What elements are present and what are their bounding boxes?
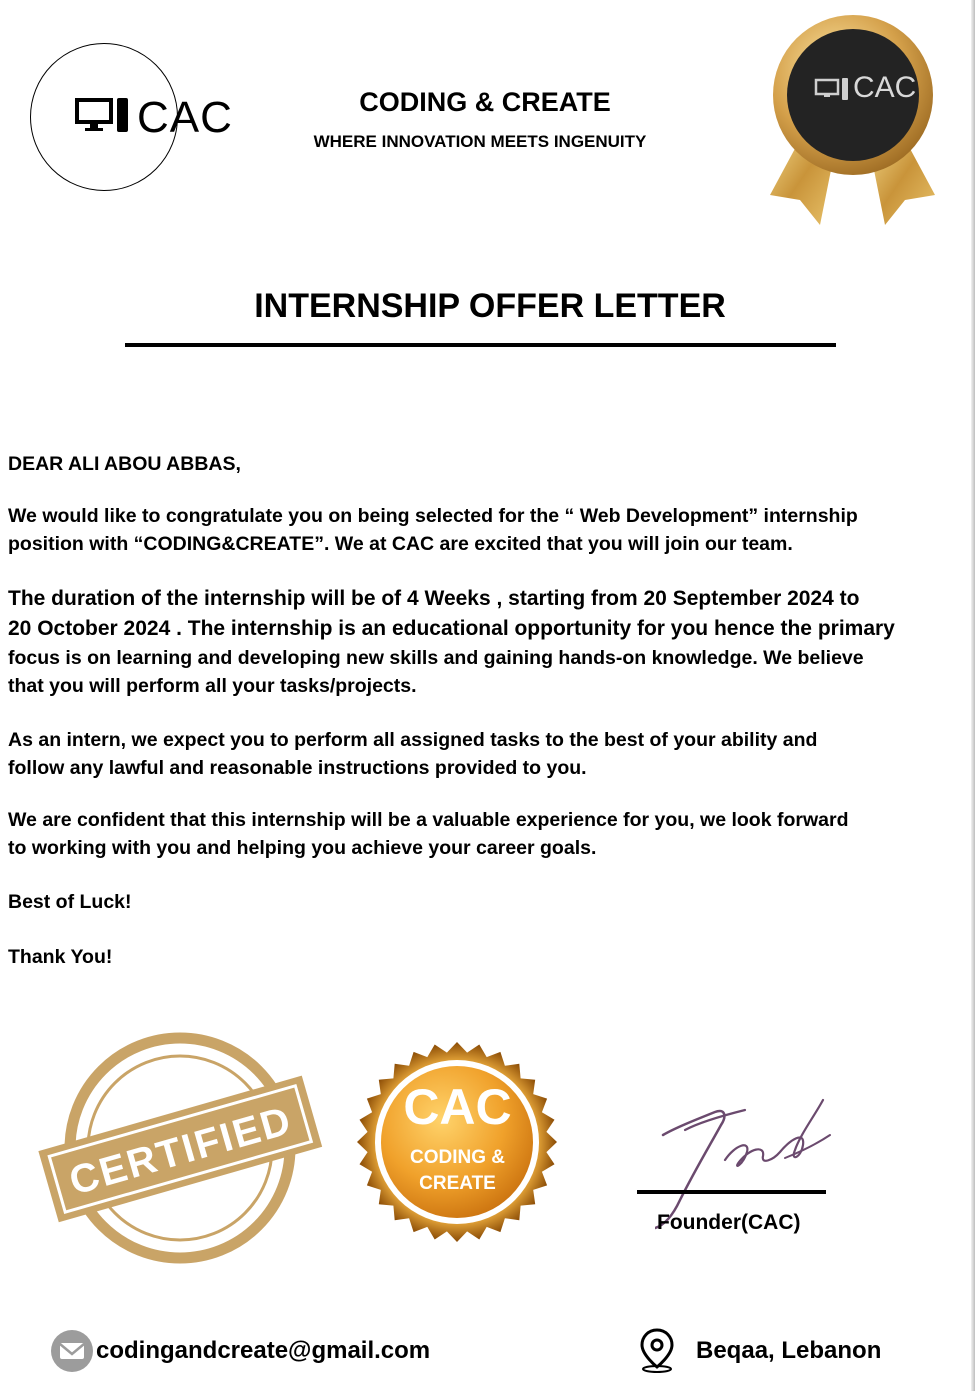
badge-line-2: CREATE	[419, 1173, 496, 1194]
company-name: CODING & CREATE	[359, 87, 611, 117]
text-line: We would like to congratulate you on being selected for the “ Web Development” internship	[8, 505, 858, 527]
computer-icon	[75, 96, 135, 141]
salutation-text: DEAR ALI ABOU ABBAS,	[8, 453, 241, 475]
text-line: Thank You!	[8, 946, 113, 968]
medal-text: CAC	[853, 71, 917, 104]
text-line: Best of Luck!	[8, 891, 132, 913]
paragraph-confidence	[8, 806, 968, 862]
text-line: follow any lawful and reasonable instructions provided to you.	[8, 757, 587, 779]
document-title: INTERNSHIP OFFER LETTER	[254, 287, 726, 325]
location-pin-icon	[637, 1327, 677, 1378]
text-line: 20 October 2024 . The internship is an educational opportunity for you hence the primary	[8, 617, 895, 640]
signatory-role: Founder(CAC)	[657, 1211, 801, 1234]
text-line: to working with you and helping you achieve your career goals.	[8, 837, 597, 859]
closing-best-of-luck	[8, 888, 968, 916]
contact-email: codingandcreate@gmail.com	[96, 1337, 431, 1364]
contact-location: Beqaa, Lebanon	[696, 1337, 882, 1364]
text-line: We are confident that this internship will be a valuable experience for you, we look forward	[8, 809, 849, 831]
award-medal	[765, 10, 940, 235]
title-underline	[125, 343, 836, 347]
certified-stamp	[38, 1030, 323, 1275]
text-line: position with “CODING&CREATE”. We at CAC are excited that you will join our team.	[8, 533, 793, 555]
text-line: focus is on learning and developing new skills and gaining hands-on knowledge. We believe	[8, 647, 864, 669]
mail-icon	[50, 1329, 94, 1378]
paragraph-expectations	[8, 726, 968, 782]
paragraph-congratulations	[8, 502, 968, 558]
text-line: that you will perform all your tasks/projects.	[8, 675, 417, 697]
text-line: The duration of the internship will be of 4 Weeks , starting from 20 September 2024 to	[8, 587, 860, 610]
tagline: WHERE INNOVATION MEETS INGENUITY	[313, 132, 647, 151]
page-edge	[971, 0, 975, 1391]
salutation	[8, 450, 968, 478]
badge-title: CAC	[403, 1079, 512, 1135]
paragraph-duration	[8, 584, 968, 700]
svg-text:CERTIFIED: CERTIFIED	[64, 1098, 298, 1204]
badge-line-1: CODING &	[410, 1147, 505, 1168]
signature-line	[637, 1190, 826, 1194]
closing-thank-you	[8, 943, 968, 971]
logo-text: CAC	[137, 93, 233, 142]
text-line: As an intern, we expect you to perform all assigned tasks to the best of your ability and	[8, 729, 818, 751]
